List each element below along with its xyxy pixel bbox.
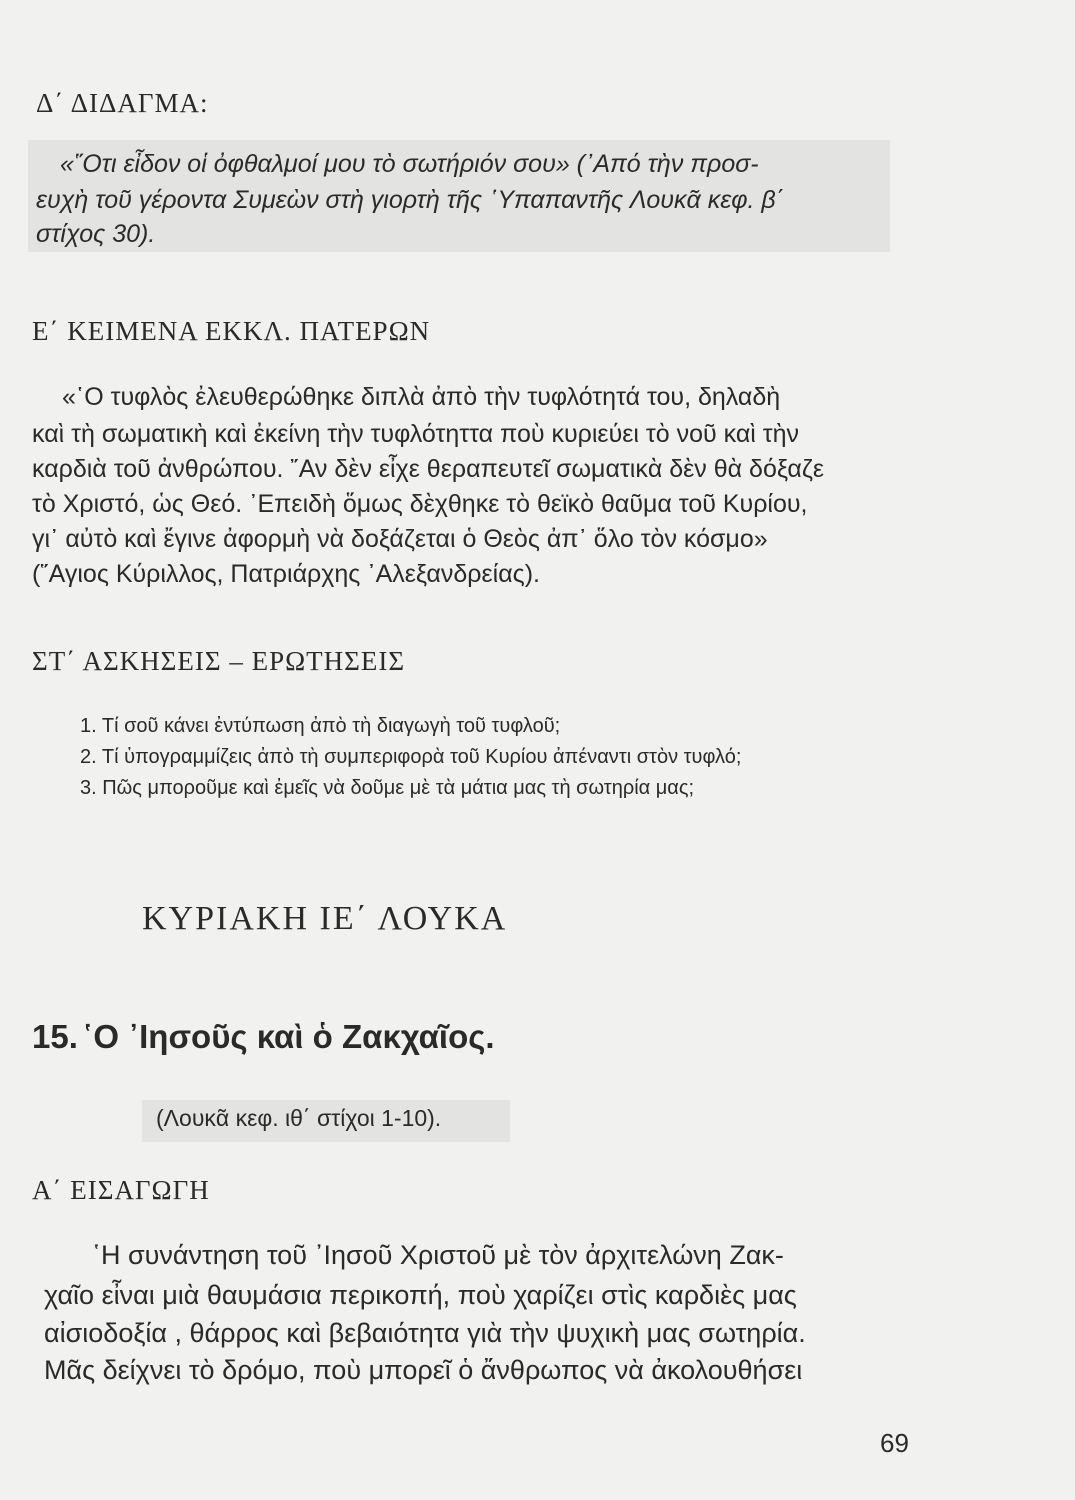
question-item: 2. Τί ὑπογραμμίζεις ἀπὸ τὴ συμπεριφορὰ τοῦ Κυρίου ἀπέναντι στὸν τυφλό; <box>80 746 742 768</box>
lesson-title <box>32 1018 495 1056</box>
intro-line: αἰσιοδοξία , θάρρος καὶ βεβαιότητα γιὰ τὴν ψυχικὴ μας σωτηρία. <box>44 1318 806 1348</box>
text-line: (῞Αγιος Κύριλλος, Πατριάρχης ᾿Αλεξανδρείας). <box>32 560 540 588</box>
question-item: 3. Πῶς μποροῦμε καὶ ἐμεῖς νὰ δοῦμε μὲ τὰ μάτια μας τὴ σωτηρία μας; <box>80 777 695 799</box>
section-e-heading: Ε΄ ΚΕΙΜΕΝΑ ΕΚΚΛ. ΠΑΤΕΡΩΝ <box>32 316 431 346</box>
sunday-title: ΚΥΡΙΑΚΗ ΙΕ΄ ΛΟΥΚΑ <box>142 900 508 937</box>
section-d-heading: Δ΄ ΔΙΔΑΓΜΑ: <box>36 88 209 118</box>
intro-line: Μᾶς δείχνει τὸ δρόμο, ποὺ μπορεῖ ὁ ἄνθρωπος νὰ ἀκολουθήσει <box>44 1355 803 1385</box>
quote-line: ευχὴ τοῦ γέροντα Συμεὼν στὴ γιορτὴ τῆς ῾Υπαπαντῆς Λουκᾶ κεφ. β΄ <box>36 186 785 214</box>
page-number: 69 <box>880 1428 909 1458</box>
text-line: «῾Ο τυφλὸς ἐλευθερώθηκε διπλὰ ἀπὸ τὴν τυφλότητά του, δηλαδὴ <box>62 383 781 411</box>
lesson-title-text: ῾Ο ᾿Ιησοῦς καὶ ὁ Ζακχαῖος. <box>82 1018 495 1055</box>
lesson-reference: (Λουκᾶ κεφ. ιθ΄ στίχοι 1-10). <box>156 1105 442 1131</box>
quote-line: «῞Οτι εἶδον οἱ ὀφθαλμοί μου τὸ σωτήριόν σου» (᾿Από τὴν προσ- <box>60 150 759 178</box>
intro-line: ῾Η συνάντηση τοῦ ᾿Ιησοῦ Χριστοῦ μὲ τὸν ἀρχιτελώνη Ζακ- <box>92 1240 784 1270</box>
intro-line: χαῖο εἶναι μιὰ θαυμάσια περικοπή, ποὺ χαρίζει στὶς καρδιὲς μας <box>44 1280 797 1310</box>
text-line: γι᾿ αὐτὸ καὶ ἔγινε ἀφορμὴ νὰ δοξάζεται ὁ Θεὸς ἀπ᾿ ὅλο τὸν κόσμο» <box>32 525 768 553</box>
text-line: καὶ τὴ σωματικὴ καὶ ἐκείνη τὴν τυφλότηττα ποὺ κυριεύει τὸ νοῦ καὶ τὴν <box>32 420 800 448</box>
section-a-heading: Α΄ ΕΙΣΑΓΩΓΗ <box>32 1175 210 1205</box>
text-line: καρδιὰ τοῦ ἀνθρώπου. ῎Αν δὲν εἶχε θεραπευτεῖ σωματικὰ δὲν θὰ δόξαζε <box>32 455 825 483</box>
section-st-heading: ΣΤ΄ ΑΣΚΗΣΕΙΣ – ΕΡΩΤΗΣΕΙΣ <box>32 646 406 676</box>
quote-line: στίχος 30). <box>36 220 156 248</box>
question-item: 1. Τί σοῦ κάνει ἐντύπωση ἀπὸ τὴ διαγωγὴ τοῦ τυφλοῦ; <box>80 715 561 737</box>
lesson-number: 15. <box>32 1018 78 1055</box>
text-line: τὸ Χριστό, ὡς Θεό. ᾿Επειδὴ ὅμως δὲχθηκε τὸ θεϊκὸ θαῦμα τοῦ Κυρίου, <box>32 490 808 518</box>
